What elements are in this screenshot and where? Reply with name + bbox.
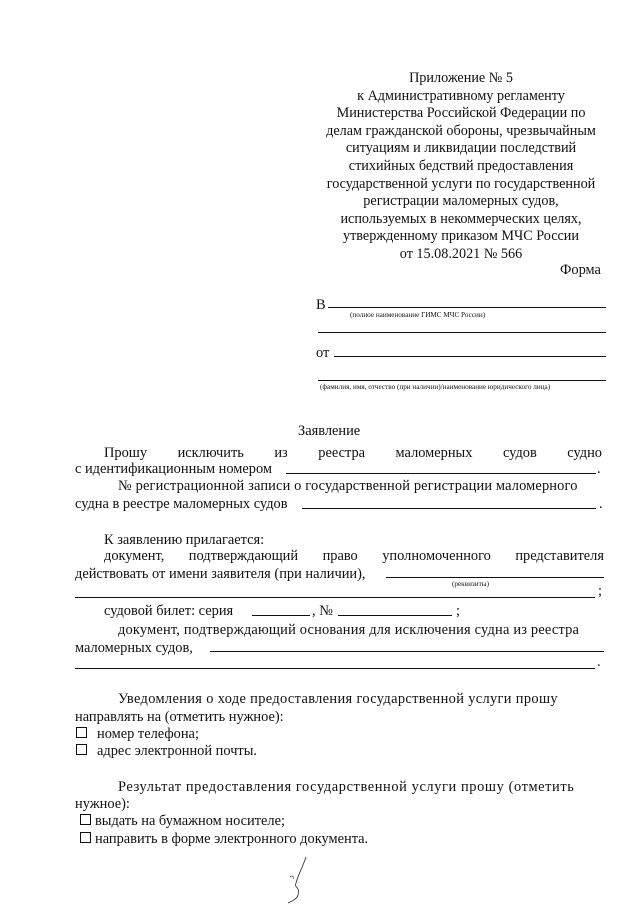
notify-option-email[interactable] (76, 743, 257, 759)
word: документ, (104, 548, 165, 564)
punct: ; (456, 603, 460, 619)
to-field[interactable] (328, 307, 606, 308)
representative-document-field-line2[interactable] (75, 597, 595, 598)
request-line3: № регистрационной записи о государственной регистрации маломерного (118, 478, 578, 494)
to-caption: (полное наименование ГИМС МЧС России) (350, 311, 486, 319)
identification-number-field[interactable] (286, 473, 596, 474)
registration-record-field[interactable] (302, 508, 596, 509)
attachment-doc2-line2: маломерных судов, (75, 640, 193, 656)
header-line: регистрации маломерных судов, (363, 193, 559, 210)
from-caption: (фамилия, имя, отчество (при наличии)/наименование юридического лица) (320, 383, 551, 391)
notifications-line2: направлять на (отметить нужное): (75, 709, 284, 725)
representative-document-field[interactable] (386, 577, 604, 578)
header-line: от 15.08.2021 № 566 (399, 245, 523, 262)
checkbox-icon[interactable] (80, 814, 91, 825)
result-option-electronic[interactable] (80, 831, 368, 847)
ticket-series-field[interactable] (252, 615, 310, 616)
attachment-doc2-line1: документ, подтверждающий основания для исключения судна из реестра (118, 622, 580, 638)
word: подтверждающий (188, 548, 299, 564)
to-prefix: В (316, 297, 326, 313)
option-label: адрес электронной почты. (97, 743, 257, 759)
word: судно (567, 445, 602, 461)
appendix-header (300, 70, 622, 264)
word: представителя (515, 548, 604, 564)
word: уполномоченного (382, 548, 491, 564)
ticket-number-label: , № (312, 603, 333, 619)
header-line: стихийных бедствий предоставления (348, 157, 574, 174)
header-line: государственной услуги по государственной (326, 175, 596, 192)
word: из (274, 445, 288, 461)
result-line2: нужное): (75, 796, 130, 812)
notify-option-phone[interactable] (76, 726, 199, 742)
word: судов (502, 445, 537, 461)
punct: . (597, 654, 601, 670)
attachments-heading: К заявлению прилагается: (104, 532, 265, 548)
request-line2: с идентификационным номером (75, 461, 272, 477)
request-line1 (104, 445, 602, 461)
word: маломерных (395, 445, 473, 461)
checkbox-icon[interactable] (76, 727, 87, 738)
requisites-caption: (реквизиты) (452, 580, 489, 588)
header-line: Приложение № 5 (409, 70, 513, 86)
header-line: используемых в некоммерческих целях, (340, 210, 582, 227)
header-line: делам гражданской обороны, чрезвычайным (326, 122, 596, 139)
ticket-series-label: судовой билет: серия (104, 603, 234, 619)
option-label: номер телефона; (97, 726, 199, 742)
request-line4: судна в реестре маломерных судов (75, 496, 288, 512)
signature-mark-icon (280, 855, 320, 905)
form-label: Форма (560, 262, 601, 278)
option-label: направить в форме электронного документа. (95, 831, 369, 847)
header-line: к Административному регламенту (357, 87, 565, 104)
header-line: Министерства Российской Федерации по (336, 105, 586, 122)
punct: ; (598, 583, 602, 599)
ticket-number-field[interactable] (338, 615, 452, 616)
punct: . (597, 461, 601, 477)
checkbox-icon[interactable] (76, 744, 87, 755)
header-line: утвержденному приказом МЧС России (343, 228, 579, 245)
option-label: выдать на бумажном носителе; (95, 813, 285, 829)
punct: . (599, 496, 603, 512)
header-line: ситуациям и ликвидации последствий (345, 140, 577, 157)
exclusion-grounds-field-line2[interactable] (75, 668, 595, 669)
attachment-doc1-line1 (104, 548, 604, 564)
document-title: Заявление (298, 423, 361, 439)
from-prefix: от (316, 345, 330, 361)
checkbox-icon[interactable] (80, 832, 91, 843)
result-option-paper[interactable] (80, 813, 285, 829)
from-field-line2[interactable] (318, 380, 606, 381)
word: исключить (177, 445, 244, 461)
from-field[interactable] (334, 356, 606, 357)
word: реестра (318, 445, 366, 461)
result-line1: Результат предоставления государственной услуги прошу (отметить (118, 779, 575, 795)
exclusion-grounds-field[interactable] (210, 651, 604, 652)
to-field-line2[interactable] (318, 332, 606, 333)
notifications-line1: Уведомления о ходе предоставления государственной услуги прошу (118, 691, 558, 707)
word: Прошу (104, 445, 148, 461)
attachment-doc1-line2: действовать от имени заявителя (при наличии), (75, 566, 366, 582)
word: право (322, 548, 358, 564)
